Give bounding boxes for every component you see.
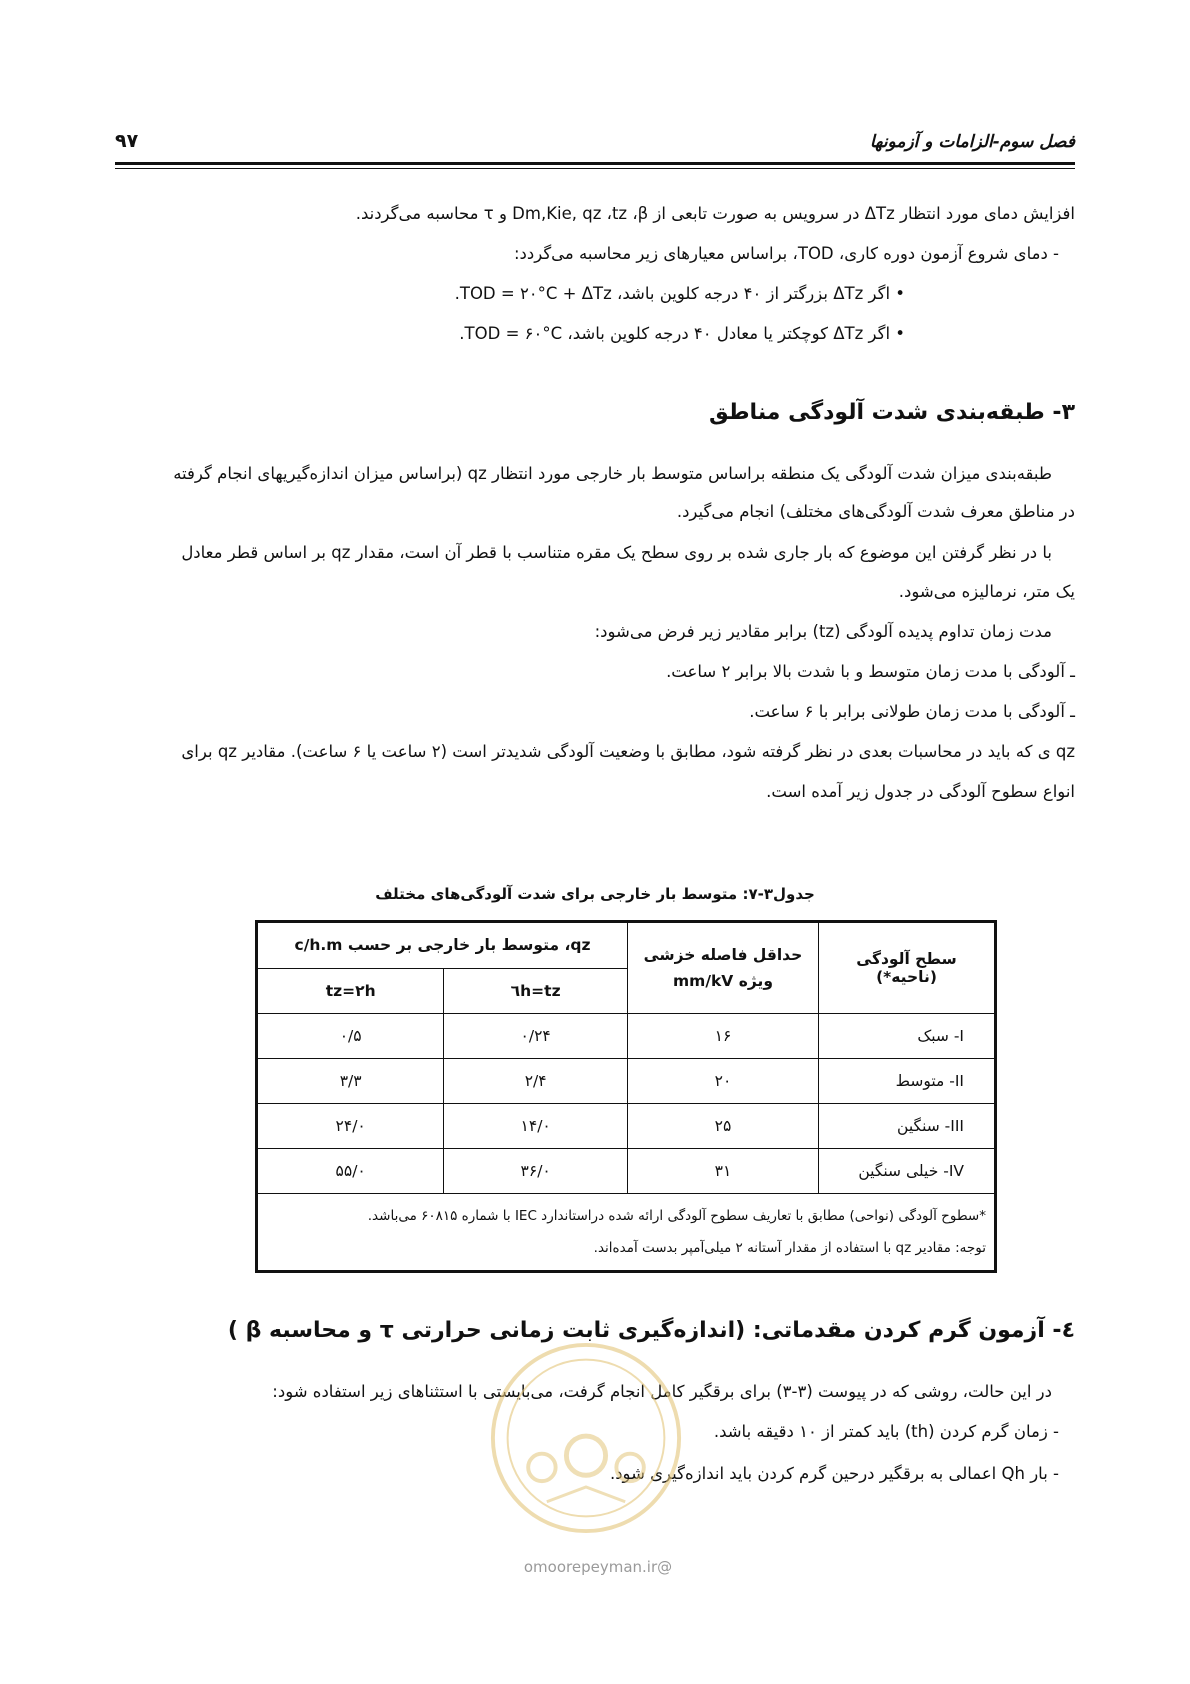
- dash-item-heating-time: - زمان گرم کردن (th) باید کمتر از ۱۰ دقیقه باشد.: [713, 1422, 1059, 1441]
- dash-item-6h: ـ آلودگی با مدت زمان طولانی برابر با ۶ ساعت.: [749, 702, 1075, 721]
- table-row: II- متوسط ۲۰ ۲/۴ ۳/۳: [257, 1059, 996, 1104]
- header-creepage-distance: حداقل فاصله خزشی ویژه mm/kV: [628, 922, 819, 1014]
- header-rule-thin: [115, 168, 1075, 169]
- table-row: IV- خیلی سنگین ۳۱ ۳۶/۰ ۵۵/۰: [257, 1149, 996, 1194]
- table-note-row: [257, 1194, 996, 1272]
- header-tz-6h: tz=٦h: [444, 968, 628, 1014]
- chapter-title: فصل سوم-الزامات و آزمونها: [869, 132, 1075, 152]
- intro-paragraph: افزایش دمای مورد انتظار ΔTz در سرویس به صورت تابعی از Dm,Kie, qz ،tz ،β و τ محاسبه می‌گردند.: [355, 204, 1075, 223]
- table-row: III- سنگین ۲۵ ۱۴/۰ ۲۴/۰: [257, 1104, 996, 1149]
- paragraph-normalize-l2: یک متر، نرمالیزه می‌شود.: [898, 582, 1075, 601]
- table-footnote: *سطوح آلودگی (نواحی) مطابق با تعاریف سطوح آلودگی ارائه شده دراستاندارد IEC با شماره ۶۰۸۱۵ می‌باشد.: [367, 1208, 986, 1224]
- paragraph-normalize-l1: با در نظر گرفتن این موضوع که بار جاری شده بر روی سطح یک مقره متناسب با قطر آن است، مقدار qz بر اساس قطر معادل: [181, 543, 1052, 562]
- page-number: ۹۷: [115, 130, 139, 152]
- table-row: I- سبک ۱۶ ۰/۲۴ ۰/۵: [257, 1014, 996, 1059]
- watermark-stamp-icon: [488, 1340, 684, 1536]
- pollution-table: [255, 920, 997, 1273]
- intro-dash-item: - دمای شروع آزمون دوره کاری، TOD، براساس معیارهای زیر محاسبه می‌گردد:: [513, 244, 1059, 263]
- paragraph-qz-l2: انواع سطوح آلودگی در جدول زیر آمده است.: [766, 782, 1075, 801]
- bullet-item-tod-high: • اگر ΔTz بزرگتر از ۴۰ درجه کلوین باشد، TOD = ۲۰°C + ΔTz.: [454, 284, 905, 303]
- section-4-heading: ٤- آزمون گرم کردن مقدماتی: (اندازه‌گیری ثابت زمانی حرارتی τ و محاسبه β ): [227, 1318, 1075, 1343]
- bullet-item-tod-low: • اگر ΔTz کوچکتر یا معادل ۴۰ درجه کلوین باشد، TOD = ۶۰°C.: [459, 324, 905, 343]
- table-note: توجه: مقادیر qz با استفاده از مقدار آستانه ۲ میلی‌آمپر بدست آمده‌اند.: [593, 1240, 986, 1256]
- header-qz: qz، متوسط بار خارجی بر حسب c/h.m: [257, 922, 628, 969]
- watermark-url: @omoorepeyman.ir: [523, 1558, 673, 1576]
- section-3-heading: ۳- طبقه‌بندی شدت آلودگی مناطق: [709, 400, 1075, 425]
- dash-item-2h: ـ آلودگی با مدت زمان متوسط و با شدت بالا برابر ۲ ساعت.: [666, 662, 1075, 681]
- paragraph-classification-l1: طبقه‌بندی میزان شدت آلودگی یک منطقه براساس متوسط بار خارجی مورد انتظار qz (براساس میزان اندازه‌گیریهای انجام گرفته: [173, 464, 1052, 483]
- header-pollution-level: سطح آلودگی (ناحیه*): [819, 922, 996, 1014]
- header-rule-thick: [115, 162, 1075, 165]
- header-tz-2h: tz=۲h: [257, 968, 444, 1014]
- paragraph-preliminary-test: در این حالت، روشی که در پیوست (۳-۳) برای برقگیر کامل انجام گرفت، می‌بایستی با استثناهای زیر استفاده شود:: [272, 1382, 1052, 1401]
- dash-item-heating-load: - بار Qh اعمالی به برقگیر درحین گرم کردن باید اندازه‌گیری شود.: [609, 1464, 1059, 1483]
- paragraph-duration: مدت زمان تداوم پدیده آلودگی (tz) برابر مقادیر زیر فرض می‌شود:: [594, 622, 1052, 641]
- paragraph-classification-l2: در مناطق معرف شدت آلودگی‌های مختلف) انجام می‌گیرد.: [676, 502, 1075, 521]
- paragraph-qz-l1: qz ی که باید در محاسبات بعدی در نظر گرفته شود، مطابق با وضعیت آلودگی شدیدتر است (۲ ساعت یا ۶ ساعت). مقادیر qz برای: [181, 742, 1075, 761]
- table-caption: جدول۳-۷: متوسط بار خارجی برای شدت آلودگی‌های مختلف: [375, 885, 815, 903]
- page-header: [115, 126, 1075, 156]
